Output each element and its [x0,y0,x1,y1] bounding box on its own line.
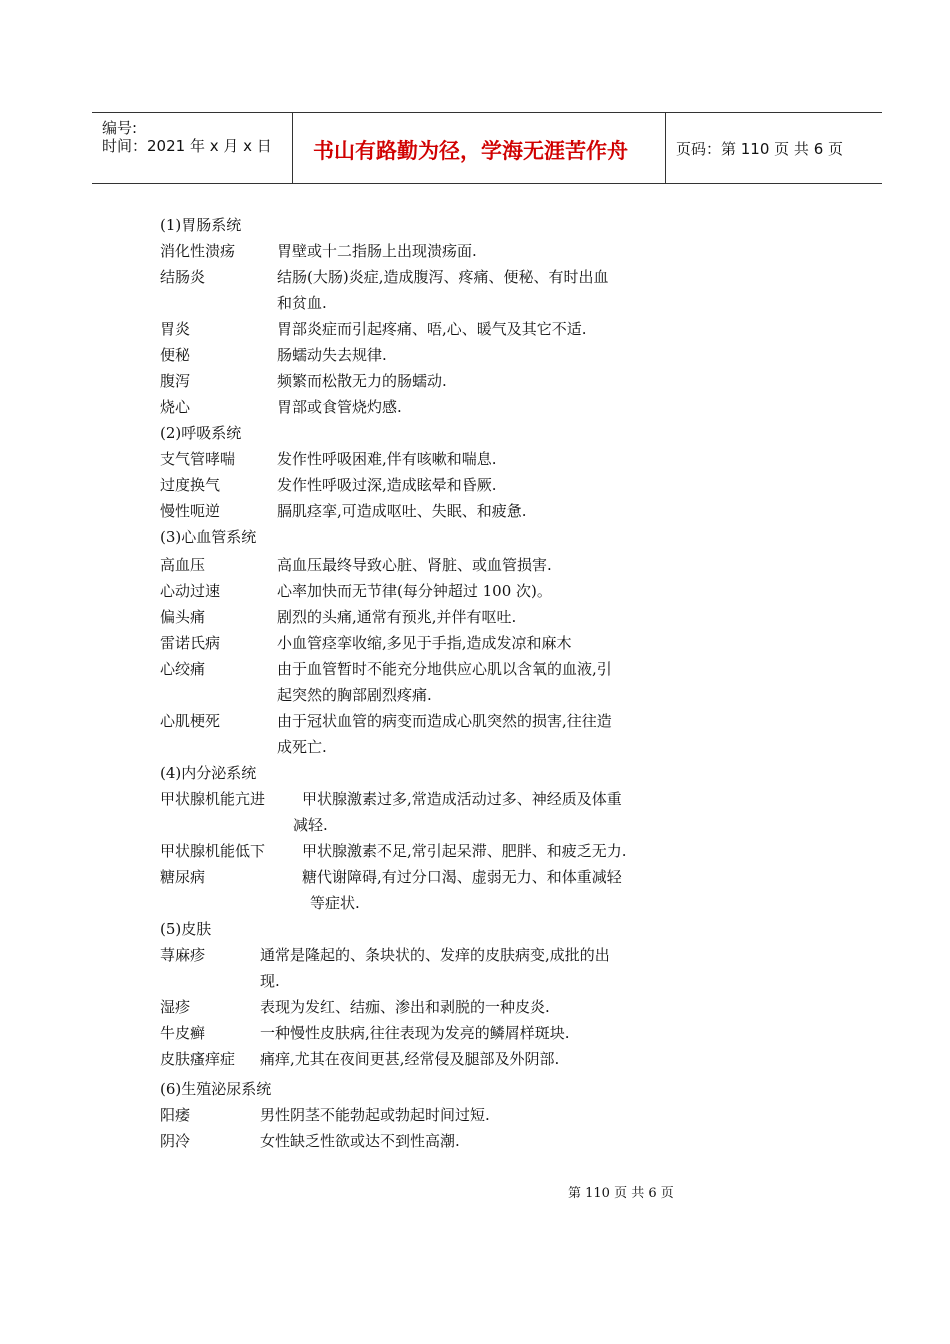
term-definition: 男性阴茎不能勃起或勃起时间过短. [260,1106,490,1124]
term-label: 高血压 [160,556,206,574]
term-definition: 女性缺乏性欲或达不到性高潮. [260,1132,460,1150]
page-info-text: 页码：第 110 页 共 6 页 [676,140,844,158]
section-title: (5)皮肤 [160,920,212,938]
term-label: 糖尿病 [160,868,206,886]
term-label: 偏头痛 [160,608,206,626]
time-label: 时间：2021 年 x 月 x 日 [102,137,272,155]
term-label: 雷诺氏病 [160,634,221,652]
term-definition: 心率加快而无节律(每分钟超过 100 次)。 [277,582,552,600]
term-label: 胃炎 [160,320,191,338]
term-label: 心动过速 [160,582,221,600]
term-definition-cont: 减轻. [293,816,328,834]
section-title: (6)生殖泌尿系统 [160,1080,272,1098]
section-title: (1)胃肠系统 [160,216,242,234]
term-definition: 痛痒,尤其在夜间更甚,经常侵及腿部及外阴部. [260,1050,560,1068]
term-label: 心绞痛 [160,660,206,678]
term-definition: 频繁而松散无力的肠蠕动. [277,372,447,390]
term-definition-cont: 等症状. [310,894,360,912]
code-label: 编号: [102,119,138,137]
term-definition-cont: 起突然的胸部剧烈疼痛. [277,686,432,704]
term-definition-cont: 现. [260,972,280,990]
term-label: 甲状腺机能亢进 [160,790,266,808]
term-label: 荨麻疹 [160,946,206,964]
term-label: 阳痿 [160,1106,191,1124]
section-title: (4)内分泌系统 [160,764,257,782]
header-meta [92,113,293,183]
term-label: 腹泻 [160,372,191,390]
term-definition: 糖代谢障碍,有过分口渴、虚弱无力、和体重减轻 [302,868,622,886]
term-definition-cont: 成死亡. [277,738,327,756]
term-definition: 由于冠状血管的病变而造成心肌突然的损害,往往造 [277,712,612,730]
header-page-info [666,113,882,183]
term-definition: 一种慢性皮肤病,往往表现为发亮的鳞屑样斑块. [260,1024,570,1042]
term-label: 便秘 [160,346,191,364]
page-header [92,112,882,184]
header-motto [293,113,666,183]
term-label: 支气管哮喘 [160,450,236,468]
term-definition: 甲状腺激素过多,常造成活动过多、神经质及体重 [302,790,622,808]
term-definition: 甲状腺激素不足,常引起呆滞、肥胖、和疲乏无力. [302,842,627,860]
term-definition: 剧烈的头痛,通常有预兆,并伴有呕吐. [277,608,517,626]
term-label: 阴冷 [160,1132,191,1150]
term-definition: 结肠(大肠)炎症,造成腹泻、疼痛、便秘、有时出血 [277,268,609,286]
term-definition: 肠蠕动失去规律. [277,346,387,364]
term-definition: 胃部或食管烧灼感. [277,398,402,416]
motto-text: 书山有路勤为径，学海无涯苦作舟 [313,139,628,163]
term-label: 湿疹 [160,998,191,1016]
section-title: (2)呼吸系统 [160,424,242,442]
term-definition: 发作性呼吸过深,造成眩晕和昏厥. [277,476,497,494]
term-definition: 膈肌痉挛,可造成呕吐、失眠、和疲惫. [277,502,527,520]
page-footer: 第 110 页 共 6 页 [568,1186,674,1201]
term-label: 皮肤瘙痒症 [160,1050,236,1068]
term-definition: 发作性呼吸困难,伴有咳嗽和喘息. [277,450,497,468]
term-definition: 由于血管暂时不能充分地供应心肌以含氧的血液,引 [277,660,612,678]
term-definition: 小血管痉挛收缩,多见于手指,造成发凉和麻木 [277,634,572,652]
term-label: 结肠炎 [160,268,206,286]
section-title: (3)心血管系统 [160,528,257,546]
term-label: 牛皮癣 [160,1024,206,1042]
term-definition: 高血压最终导致心脏、肾脏、或血管损害. [277,556,552,574]
term-definition: 表现为发红、结痂、渗出和剥脱的一种皮炎. [260,998,550,1016]
term-label: 甲状腺机能低下 [160,842,266,860]
term-definition: 胃部炎症而引起疼痛、唔,心、暖气及其它不适. [277,320,587,338]
term-label: 烧心 [160,398,191,416]
term-label: 心肌梗死 [160,712,221,730]
term-label: 过度换气 [160,476,221,494]
term-definition: 胃壁或十二指肠上出现溃疡面. [277,242,477,260]
term-definition-cont: 和贫血. [277,294,327,312]
term-definition: 通常是隆起的、条块状的、发痒的皮肤病变,成批的出 [260,946,610,964]
term-label: 消化性溃疡 [160,242,236,260]
term-label: 慢性呃逆 [160,502,221,520]
